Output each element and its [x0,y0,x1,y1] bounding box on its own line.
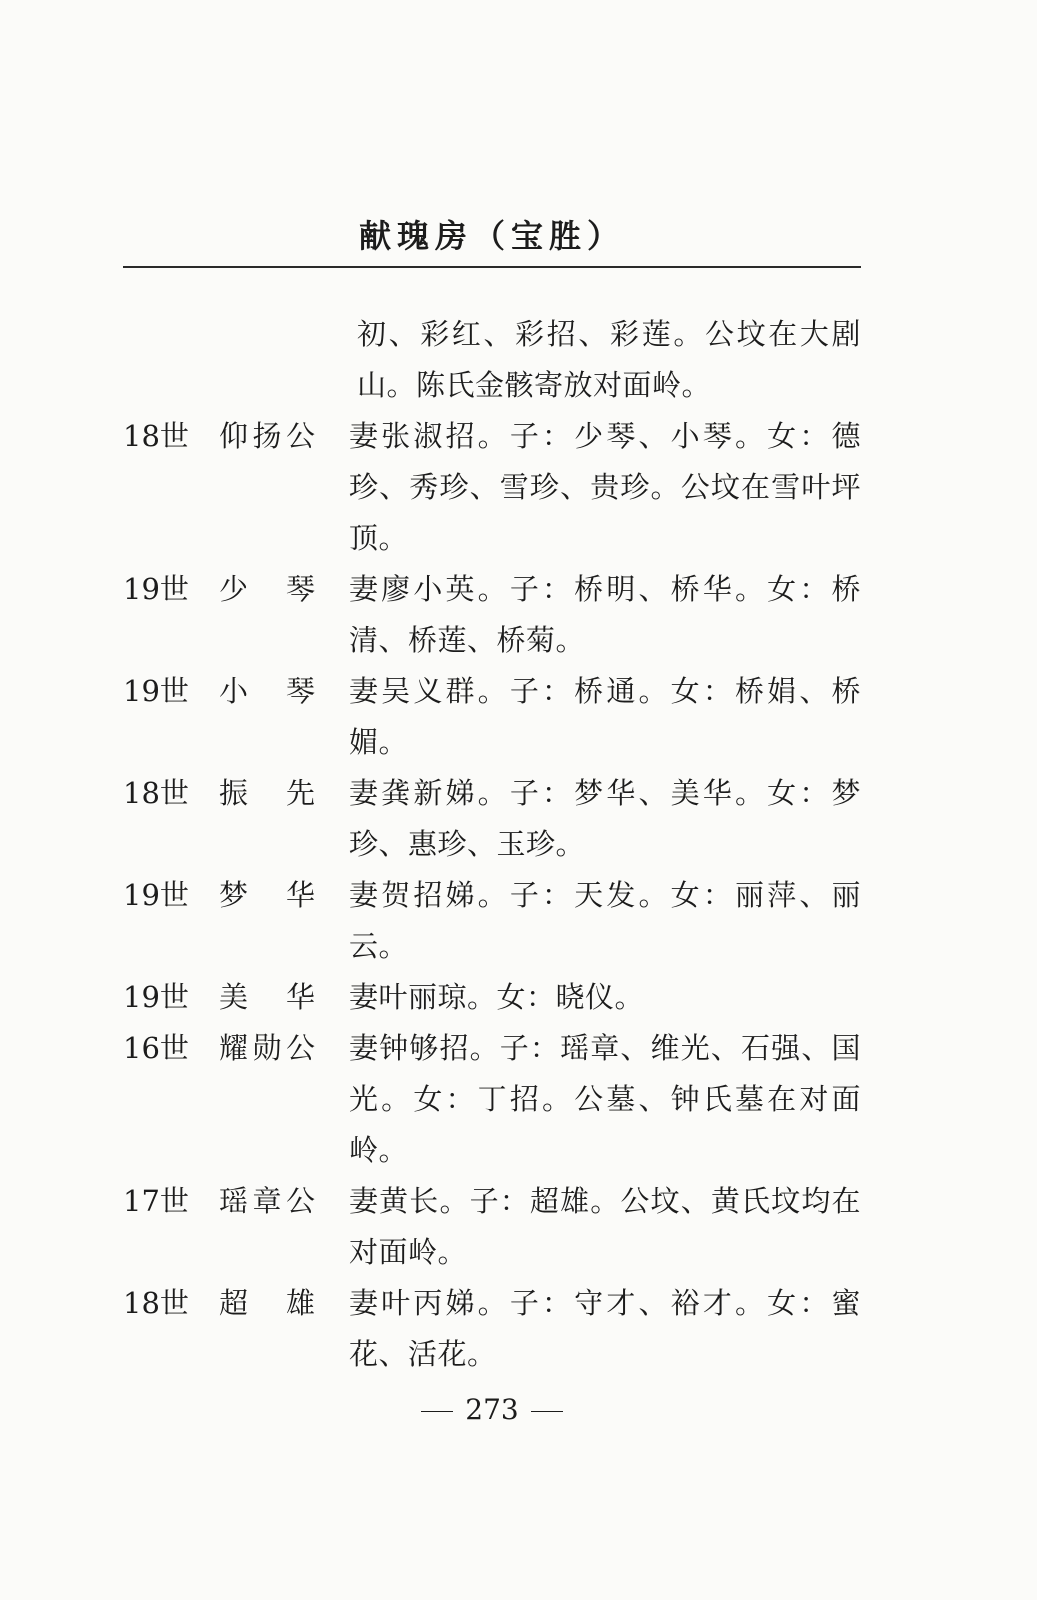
entry-text: 妻廖小英。子：桥明、桥华。女：桥清、桥莲、桥菊。 [349,572,861,657]
entry-text: 妻吴义群。子：桥通。女：桥娟、桥媚。 [349,674,861,759]
entry-text: 初、彩红、彩招、彩莲。公坟在大剧山。陈氏金骸寄放对面岭。 [357,317,861,402]
person-name: 超雄 [219,1286,315,1320]
generation-label: 16世 [123,1031,189,1065]
genealogy-entry [123,564,883,666]
genealogy-entries [123,309,883,1380]
person-name: 振先 [219,776,315,810]
person-name: 美华 [219,980,315,1014]
genealogy-entry-continuation [123,309,883,411]
person-name: 少琴 [219,572,315,606]
genealogy-entry [123,666,883,768]
page-footer [123,1390,861,1430]
page-header [123,214,861,258]
footer-dash-right [531,1411,563,1412]
generation-label: 18世 [123,1286,189,1320]
genealogy-entry [123,1278,883,1380]
generation-label: 19世 [123,980,189,1014]
person-name: 梦华 [219,878,315,912]
page-title: 献瑰房（宝胜） [358,217,625,255]
generation-label: 19世 [123,572,189,606]
person-name: 瑶章公 [219,1184,315,1218]
generation-label: 19世 [123,878,189,912]
genealogy-entry [123,411,883,564]
genealogy-entry [123,768,883,870]
entry-text: 妻叶丽琼。女：晓仪。 [349,980,645,1014]
entry-text: 妻钟够招。子：瑶章、维光、石强、国光。女：丁招。公墓、钟氏墓在对面岭。 [349,1031,861,1167]
person-name: 小琴 [219,674,315,708]
genealogy-entry [123,870,883,972]
genealogy-entry [123,972,883,1023]
generation-label: 18世 [123,776,189,810]
person-name: 仰扬公 [219,419,315,453]
genealogy-entry [123,1023,883,1176]
generation-label: 17世 [123,1184,189,1218]
entry-text: 妻张淑招。子：少琴、小琴。女：德珍、秀珍、雪珍、贵珍。公坟在雪叶坪顶。 [349,419,861,555]
person-name: 耀勋公 [219,1031,315,1065]
entry-text: 妻叶丙娣。子：守才、裕才。女：蜜花、活花。 [349,1286,861,1371]
header-divider [123,266,861,268]
entry-text: 妻黄长。子：超雄。公坟、黄氏坟均在对面岭。 [349,1184,861,1269]
page-number: 273 [465,1393,519,1426]
generation-label: 18世 [123,419,189,453]
entry-text: 妻龚新娣。子：梦华、美华。女：梦珍、惠珍、玉珍。 [349,776,861,861]
genealogy-entry [123,1176,883,1278]
footer-dash-left [421,1411,453,1412]
entry-text: 妻贺招娣。子：天发。女：丽萍、丽云。 [349,878,861,963]
generation-label: 19世 [123,674,189,708]
